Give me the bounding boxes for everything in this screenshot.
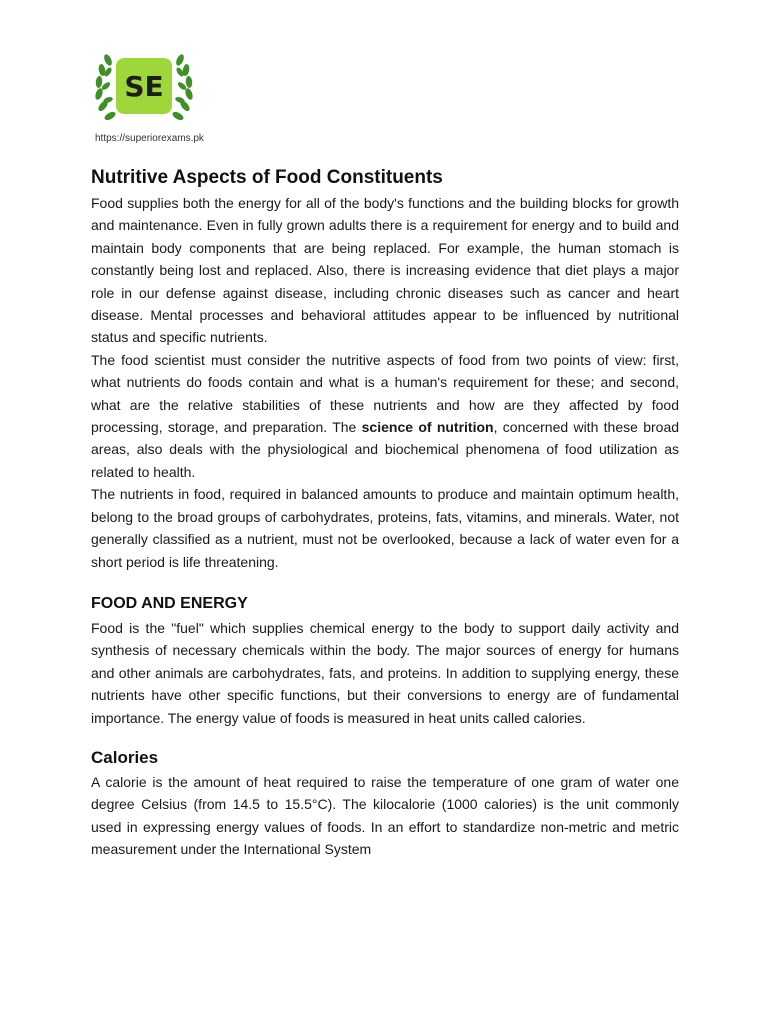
- science-of-nutrition-term: science of nutrition: [361, 419, 494, 436]
- food-and-energy-paragraph: Food is the "fuel" which supplies chemical energy to the body to support daily activity and synthesis of necessary chemicals within the body. The major sources of energy for humans and other animals are carbohydrates, fats, and proteins. In addition to supplying energy, these nutrients have other specific functions, but their conversions to energy are of fundamental importance. The energy value of foods is measured in heat units called calories.: [91, 619, 679, 726]
- intro-paragraph-2-start: The food scientist must consider the nutritive aspects of food from two points of view: first, what nutrients do foods contain and what is a human's requirement for these; and second, what are the relative stabilities of these nutrients and how are they affected by food processing, storage, and preparation. The: [91, 351, 679, 436]
- document-body: [91, 164, 679, 861]
- section-heading-food-and-energy: FOOD AND ENERGY: [91, 594, 248, 612]
- logo-text: SE: [124, 70, 164, 103]
- intro-paragraph-1: Food supplies both the energy for all of the body's functions and the building blocks for growth and maintenance. Even in fully grown adults there is a requirement for energy and to build and maintain body components that are being replaced. For example, the human stomach is constantly being lost and replaced. Also, there is increasing evidence that diet plays a major role in our defense against disease, including chronic diseases such as cancer and heart disease. Mental processes and behavioral attitudes appear to be influenced by nutritional status and specific nutrients.: [91, 195, 679, 346]
- intro-paragraph-3: The nutrients in food, required in balanced amounts to produce and maintain optimum health, belong to the broad groups of carbohydrates, proteins, fats, vitamins, and minerals. Water, not generally classified as a nutrient, must not be overlooked, because a lack of water even for a short period is life threatening.: [91, 486, 679, 570]
- page-title: Nutritive Aspects of Food Constituents: [91, 167, 443, 188]
- site-logo: [92, 48, 196, 144]
- laurel-badge-icon: [92, 48, 196, 132]
- intro-paragraph-2-end: , concerned with these broad areas, also deals with the physiological and biochemical phenomena of food utilization as related to health.: [91, 419, 680, 480]
- logo-url: https://superiorexams.pk: [95, 133, 204, 144]
- section-heading-calories: Calories: [91, 747, 159, 767]
- calories-paragraph: A calorie is the amount of heat required to raise the temperature of one gram of water one degree Celsius (from 14.5 to 15.5°C). The kilocalorie (1000 calories) is the unit commonly used in expressing energy values of foods. In an effort to standardize non-metric and metric measurement under the International System: [91, 773, 679, 858]
- intro-paragraph-2: [91, 349, 679, 483]
